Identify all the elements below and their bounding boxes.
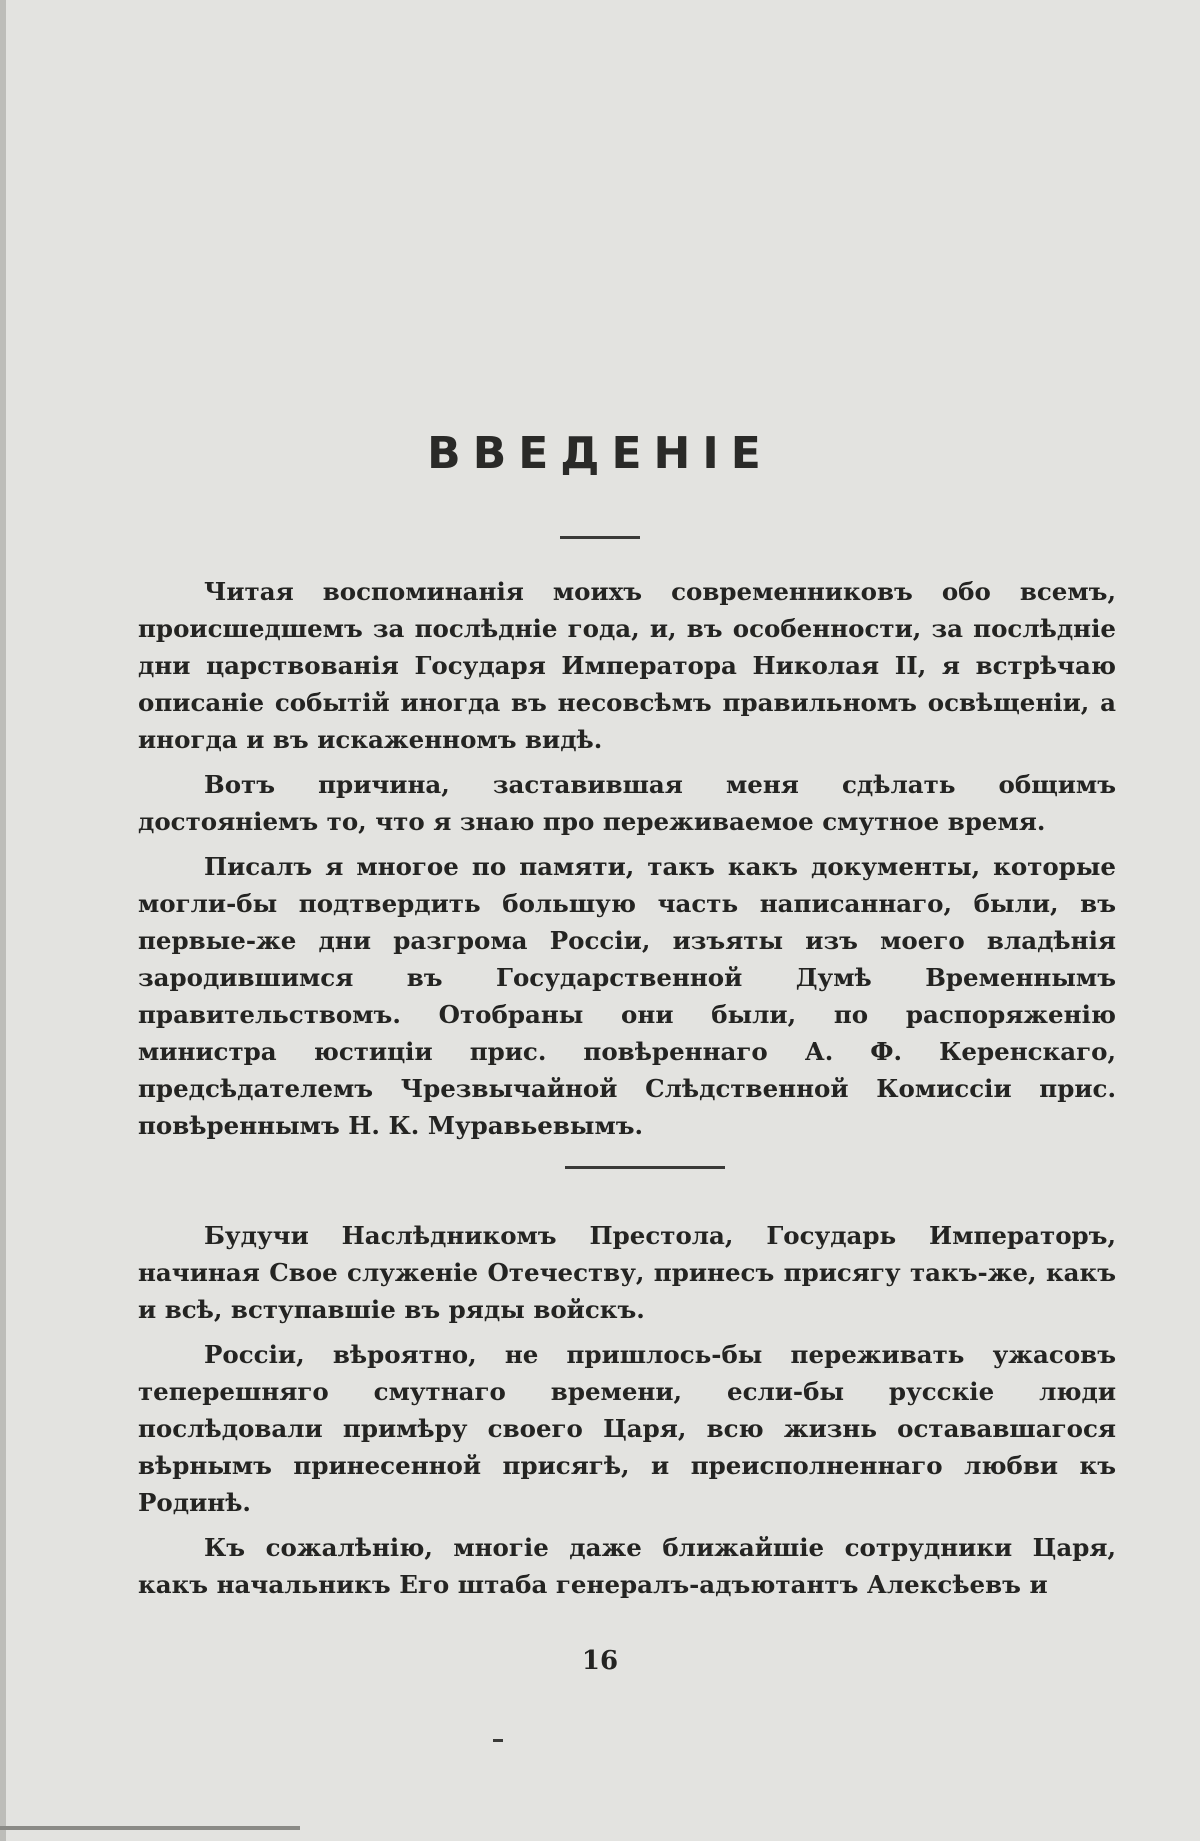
print-mark	[493, 1739, 503, 1742]
chapter-title: ВВЕДЕНІЕ	[427, 428, 773, 479]
paragraph: Къ сожалѣнію, многіе даже ближайшіе сотрудники Царя, какъ начальникъ Его штаба генералъ-адъютантъ Алексѣевъ и	[138, 1533, 1116, 1599]
paragraph: Писалъ я многое по памяти, такъ какъ документы, которые могли-бы подтвердить большую часть написаннаго, были, въ первые-же дни разгрома Россіи, изъяты изъ моего владѣнія зародившимся въ Государственной Думѣ Временнымъ правительствомъ. Отобраны они были, по распоряженію министра юстиціи прис. повѣреннаго А. Ф. Керенскаго, предсѣдателемъ Чрезвычайной Слѣдственной Комиссіи прис. повѣреннымъ Н. К. Муравьевымъ.	[138, 852, 1116, 1140]
scan-edge-line	[0, 1826, 300, 1830]
section-divider	[565, 1166, 725, 1169]
chapter-body	[138, 573, 1116, 1611]
paragraph: Читая воспоминанія моихъ современниковъ обо всемъ, происшедшемъ за послѣдніе года, и, въ особенности, за послѣдніе дни царствованія Государя Императора Николая II, я встрѣчаю описаніе событій иногда въ несовсѣмъ правильномъ освѣщеніи, а иногда и въ искаженномъ видѣ.	[138, 577, 1116, 754]
page-edge-shadow	[0, 0, 6, 1841]
paragraph: Будучи Наслѣдникомъ Престола, Государь Императоръ, начиная Свое служеніе Отечеству, принесъ присягу такъ-же, какъ и всѣ, вступавшіе въ ряды войскъ.	[138, 1221, 1116, 1324]
page-number: 16	[581, 1646, 619, 1676]
title-divider	[560, 536, 640, 539]
paragraph: Россіи, вѣроятно, не пришлось-бы переживать ужасовъ теперешняго смутнаго времени, если-бы русскіе люди послѣдовали примѣру своего Царя, всю жизнь остававшагося вѣрнымъ принесенной присягѣ, и преисполненнаго любви къ Родинѣ.	[138, 1340, 1116, 1517]
paragraph: Вотъ причина, заставившая меня сдѣлать общимъ достояніемъ то, что я знаю про переживаемое смутное время.	[138, 770, 1116, 836]
